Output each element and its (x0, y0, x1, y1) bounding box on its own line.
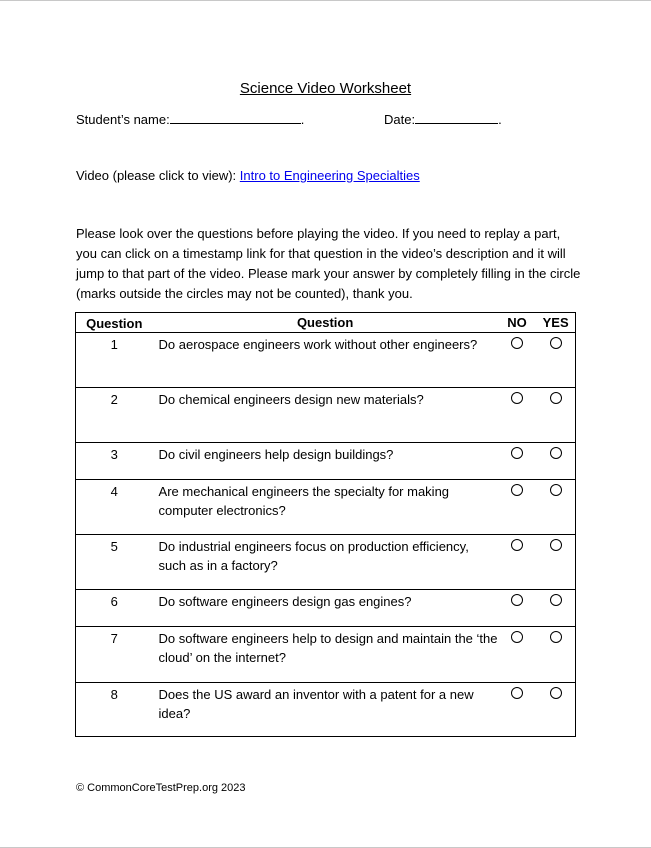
question-text: Do software engineers design gas engines? (153, 590, 498, 627)
answer-no-circle[interactable] (511, 631, 523, 643)
question-text: Do aerospace engineers work without other engineers? (153, 333, 498, 388)
answer-yes-circle[interactable] (550, 687, 562, 699)
question-text: Do software engineers help to design and maintain the ‘the cloud’ on the internet? (153, 627, 498, 683)
answer-no-circle[interactable] (511, 484, 523, 496)
question-text: Are mechanical engineers the specialty for making computer electronics? (153, 480, 498, 535)
answer-no-circle[interactable] (511, 539, 523, 551)
instructions-text: Please look over the questions before playing the video. If you need to replay a part, you can click on a timestamp link for that question in the video’s description and it will jump to that part of the video. Please mark your answer by completely filling in the circle (marks outside the circles may not be counted), thank you. (76, 226, 581, 301)
copyright-footer: © CommonCoreTestPrep.org 2023 (76, 782, 246, 794)
student-name-row (76, 111, 304, 127)
answer-yes-circle[interactable] (550, 447, 562, 459)
video-row (76, 168, 420, 183)
date-label: Date: (384, 112, 416, 127)
question-text: Do civil engineers help design buildings? (153, 443, 498, 480)
student-name-label: Student’s name: (76, 112, 170, 127)
answer-yes-circle[interactable] (550, 337, 562, 349)
header-yes: YES (536, 313, 575, 333)
student-name-period: . (300, 112, 305, 127)
question-text: Does the US award an inventor with a patent for a new idea? (153, 683, 498, 737)
question-number: 6 (76, 590, 153, 627)
video-link[interactable]: Intro to Engineering Specialties (239, 168, 420, 183)
table-row (76, 480, 576, 535)
answer-no-circle[interactable] (511, 687, 523, 699)
table-row (76, 683, 576, 737)
answer-no-circle[interactable] (511, 447, 523, 459)
page-title: Science Video Worksheet (239, 80, 412, 97)
question-number: 3 (76, 443, 153, 480)
video-label: Video (please click to view): (76, 168, 237, 183)
header-question-text: Question (153, 313, 498, 333)
table-header-row (76, 313, 576, 333)
date-field[interactable] (415, 111, 498, 124)
question-number: 8 (76, 683, 153, 737)
table-row (76, 535, 576, 590)
header-question-number: Question (76, 313, 153, 333)
question-text: Do industrial engineers focus on production efficiency, such as in a factory? (153, 535, 498, 590)
answer-no-circle[interactable] (511, 594, 523, 606)
question-text: Do chemical engineers design new materials? (153, 388, 498, 443)
question-number: 1 (76, 333, 153, 388)
table-row (76, 388, 576, 443)
question-number: 5 (76, 535, 153, 590)
question-number: 4 (76, 480, 153, 535)
questions-table (75, 312, 576, 737)
answer-yes-circle[interactable] (550, 484, 562, 496)
answer-yes-circle[interactable] (550, 392, 562, 404)
answer-yes-circle[interactable] (550, 594, 562, 606)
table-row (76, 590, 576, 627)
question-number: 2 (76, 388, 153, 443)
answer-yes-circle[interactable] (550, 631, 562, 643)
answer-yes-circle[interactable] (550, 539, 562, 551)
header-no: NO (498, 313, 537, 333)
table-row (76, 627, 576, 683)
answer-no-circle[interactable] (511, 337, 523, 349)
table-row (76, 333, 576, 388)
student-name-field[interactable] (170, 111, 301, 124)
answer-no-circle[interactable] (511, 392, 523, 404)
table-row (76, 443, 576, 480)
date-row (384, 111, 502, 127)
question-number: 7 (76, 627, 153, 683)
date-period: . (498, 112, 502, 127)
